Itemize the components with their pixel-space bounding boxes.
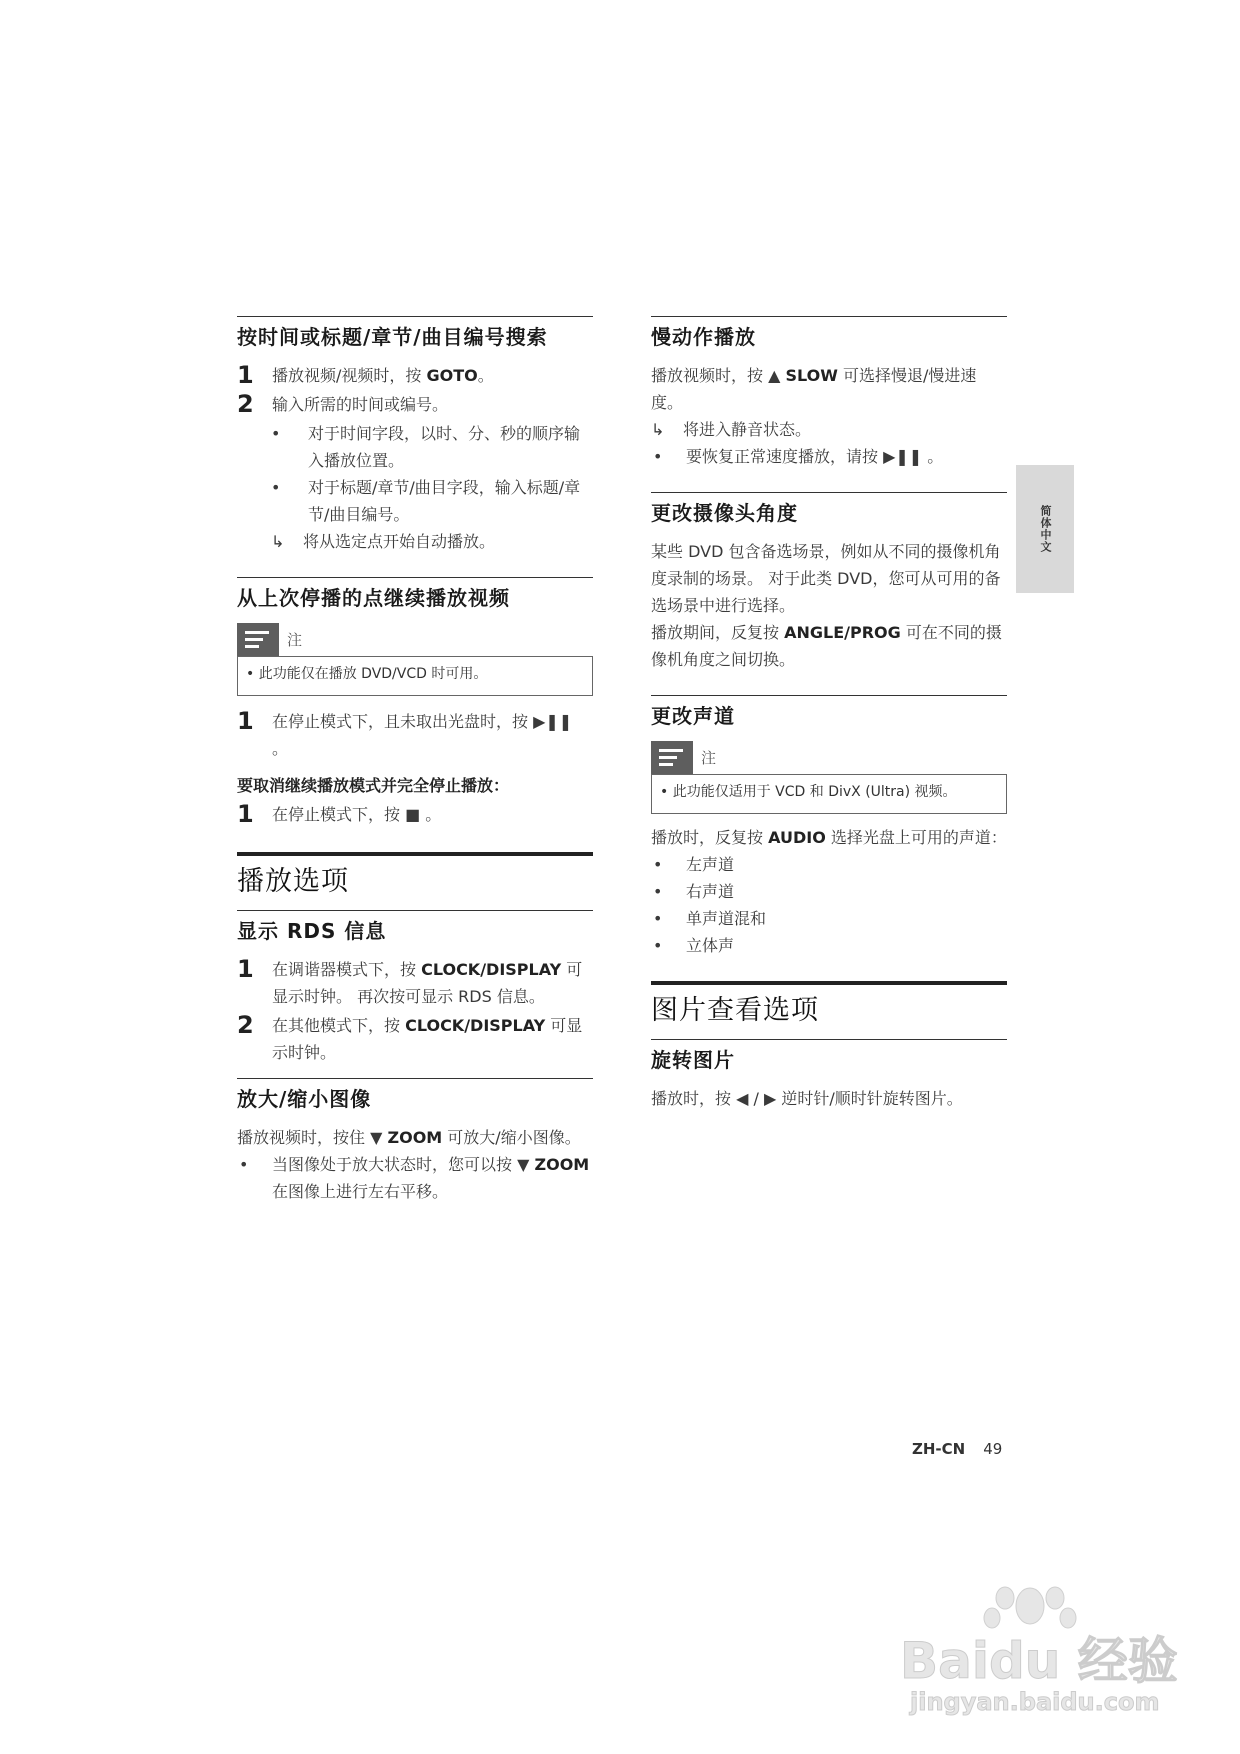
- button-name: ZOOM: [534, 1155, 590, 1174]
- step-item: 2 在其他模式下，按 CLOCK/DISPLAY 可显示时钟。: [237, 1012, 593, 1066]
- section-title-search: 按时间或标题/章节/曲目编号搜索: [237, 316, 593, 354]
- language-code: ZH-CN: [912, 1440, 966, 1458]
- step-number: 2: [237, 1011, 254, 1039]
- slow-text: 播放视频时，按 ▲ SLOW 可选择慢退/慢进速度。: [651, 366, 977, 412]
- audio-text: 播放时，反复按 AUDIO 选择光盘上可用的声道：: [651, 828, 1007, 847]
- bullet-icon: •: [653, 855, 663, 874]
- bullet-icon: •: [653, 447, 663, 466]
- watermark-url: jingyan.baidu.com: [910, 1688, 1160, 1716]
- button-name: GOTO: [426, 366, 478, 385]
- button-name: ZOOM: [387, 1128, 443, 1147]
- note-label: 注: [701, 749, 717, 767]
- baidu-watermark: [880, 1576, 1180, 1716]
- bullet-icon: •: [653, 909, 663, 928]
- button-name: AUDIO: [768, 828, 826, 847]
- bullet-icon: •: [653, 882, 663, 901]
- step-item: 1 在停止模式下，按 ■ 。: [237, 801, 593, 828]
- step-item: 1 在调谐器模式下，按 CLOCK/DISPLAY 可显示时钟。 再次按可显示 RDS 信息。: [237, 956, 593, 1010]
- angle-text: 某些 DVD 包含备选场景，例如从不同的摄像机角度录制的场景。 对于此类 DVD，您可从可用的备选场景中进行选择。: [651, 542, 1001, 615]
- right-column: [651, 316, 1007, 1112]
- button-name: ANGLE/PROG: [784, 623, 901, 642]
- chapter-title-play-options: 播放选项: [237, 852, 593, 904]
- bullet-icon: •: [653, 936, 663, 955]
- page-footer: [912, 1440, 1002, 1458]
- step-number: 1: [237, 800, 254, 828]
- language-side-tab: 简体中文: [1016, 465, 1074, 593]
- note-header: [651, 741, 1007, 774]
- step-item: 1 在停止模式下，且未取出光盘时，按 ▶❚❚ 。: [237, 708, 593, 762]
- section-title-angle: 更改摄像头角度: [651, 492, 1007, 530]
- sub-bullet: • 对于标题/章节/曲目字段，输入标题/章节/曲目编号。: [237, 474, 593, 528]
- note-box: • 此功能仅在播放 DVD/VCD 时可用。: [237, 656, 593, 696]
- rotate-text: 播放时，按 ◀ / ▶ 逆时针/顺时针旋转图片。: [651, 1089, 963, 1108]
- section-title-rotate: 旋转图片: [651, 1039, 1007, 1077]
- result-line: ↳ 将从选定点开始自动播放。: [237, 528, 593, 555]
- step-number: 1: [237, 955, 254, 983]
- bullet-icon: •: [239, 1155, 249, 1174]
- cancel-resume-title: 要取消继续播放模式并完全停止播放：: [237, 776, 510, 795]
- button-name: CLOCK/DISPLAY: [421, 960, 562, 979]
- page-number: 49: [983, 1440, 1003, 1458]
- note-icon: [237, 623, 279, 656]
- chapter-title-photo: 图片查看选项: [651, 981, 1007, 1033]
- step-item: 2 输入所需的时间或编号。: [237, 391, 593, 418]
- zoom-text: 播放视频时，按住 ▼ ZOOM 可放大/缩小图像。: [237, 1128, 581, 1147]
- step-item: 1 播放视频/视频时，按 GOTO。: [237, 362, 593, 389]
- step-number: 2: [237, 390, 254, 418]
- note-label: 注: [287, 631, 303, 649]
- section-title-audio: 更改声道: [651, 695, 1007, 733]
- result-line: ↳ 将进入静音状态。: [651, 416, 1007, 443]
- section-title-slow: 慢动作播放: [651, 316, 1007, 354]
- watermark-brand: Baidu 经验: [900, 1632, 1178, 1690]
- bullet-item: • 单声道混和: [651, 905, 1007, 932]
- step-number: 1: [237, 361, 254, 389]
- note-box: • 此功能仅适用于 VCD 和 DivX (Ultra) 视频。: [651, 774, 1007, 814]
- bullet-icon: •: [271, 424, 281, 443]
- angle-text-2: 播放期间，反复按 ANGLE/PROG 可在不同的摄像机角度之间切换。: [651, 623, 1002, 669]
- bullet-item: • 立体声: [651, 932, 1007, 959]
- left-column: [237, 316, 593, 1205]
- bullet-item: • 右声道: [651, 878, 1007, 905]
- button-name: SLOW: [785, 366, 838, 385]
- note-header: [237, 623, 593, 656]
- section-title-resume: 从上次停播的点继续播放视频: [237, 577, 593, 615]
- section-title-zoom: 放大/缩小图像: [237, 1078, 593, 1116]
- section-title-rds: 显示 RDS 信息: [237, 910, 593, 948]
- bullet-icon: •: [271, 478, 281, 497]
- note-icon: [651, 741, 693, 774]
- bullet-item: • 左声道: [651, 851, 1007, 878]
- bullet-item: • 当图像处于放大状态时，您可以按 ▼ ZOOM 在图像上进行左右平移。: [237, 1151, 593, 1205]
- arrow-icon: ↳: [651, 420, 665, 439]
- button-name: CLOCK/DISPLAY: [405, 1016, 546, 1035]
- arrow-icon: ↳: [271, 532, 285, 551]
- sub-bullet: • 对于时间字段，以时、分、秒的顺序输入播放位置。: [237, 420, 593, 474]
- step-number: 1: [237, 707, 254, 735]
- bullet-item: • 要恢复正常速度播放，请按 ▶❚❚ 。: [651, 443, 1007, 470]
